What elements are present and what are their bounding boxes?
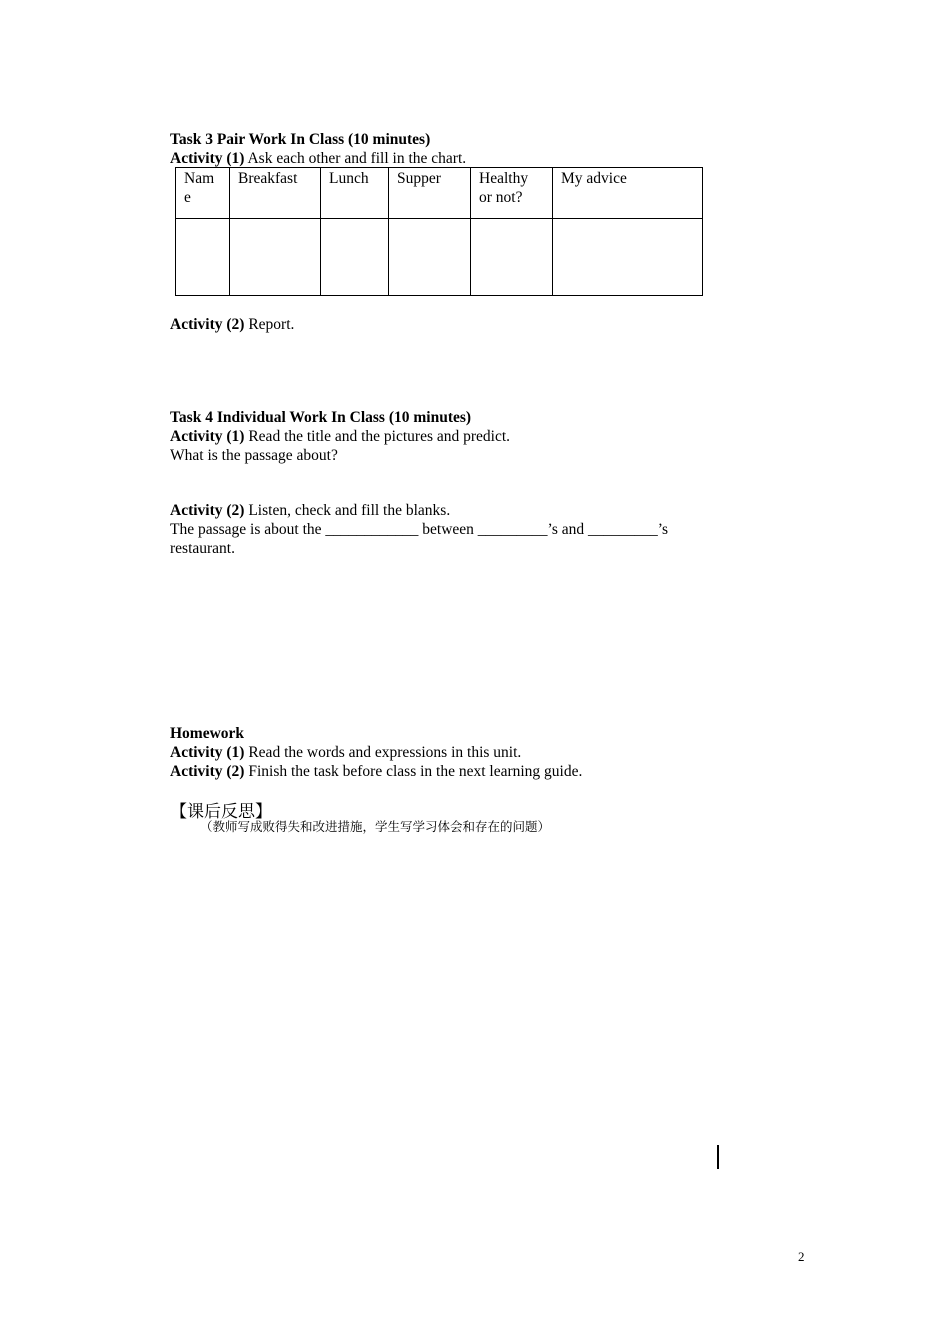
- task4-blank-line: The passage is about the ____________ between _________’s and _________’s: [170, 521, 669, 538]
- task3-activity2: Activity (2) Report.: [170, 316, 295, 333]
- text-cursor: [717, 1145, 719, 1169]
- task4-blank-line-end: restaurant.: [170, 540, 235, 557]
- chart-header-supper: Supper: [389, 168, 471, 219]
- task3-chart: [175, 167, 703, 296]
- chart-header-name: Nam e: [176, 168, 230, 219]
- page-number: 2: [798, 1249, 805, 1264]
- task4-activity2: Activity (2) Listen, check and fill the blanks.: [170, 502, 451, 519]
- task4-heading: Task 4 Individual Work In Class (10 minutes): [170, 409, 472, 426]
- chart-cell-lunch[interactable]: [321, 219, 389, 296]
- chart-cell-healthy[interactable]: [471, 219, 553, 296]
- task4-question: What is the passage about?: [170, 447, 338, 464]
- chart-cell-advice[interactable]: [553, 219, 703, 296]
- homework-heading: Homework: [170, 725, 245, 742]
- chart-cell-breakfast[interactable]: [230, 219, 321, 296]
- chart-header-lunch: Lunch: [321, 168, 389, 219]
- task3-heading: Task 3 Pair Work In Class (10 minutes): [170, 131, 431, 148]
- chart-header-healthy: Healthy or not?: [471, 168, 553, 219]
- table-row: [176, 219, 703, 296]
- chart-header-advice: My advice: [553, 168, 703, 219]
- reflection-title: 【课后反思】: [170, 802, 272, 822]
- chart-header-breakfast: Breakfast: [230, 168, 321, 219]
- task3-activity1: Activity (1) Ask each other and fill in the chart.: [170, 150, 467, 167]
- chart-header-row: [176, 168, 703, 219]
- homework-activity2: Activity (2) Finish the task before class in the next learning guide.: [170, 763, 583, 780]
- task4-activity1: Activity (1) Read the title and the pictures and predict.: [170, 428, 511, 445]
- reflection-note: （教师写成败得失和改进措施，学生写学习体会和存在的问题）: [200, 819, 551, 834]
- chart-cell-supper[interactable]: [389, 219, 471, 296]
- chart-cell-name[interactable]: [176, 219, 230, 296]
- homework-activity1: Activity (1) Read the words and expressions in this unit.: [170, 744, 522, 761]
